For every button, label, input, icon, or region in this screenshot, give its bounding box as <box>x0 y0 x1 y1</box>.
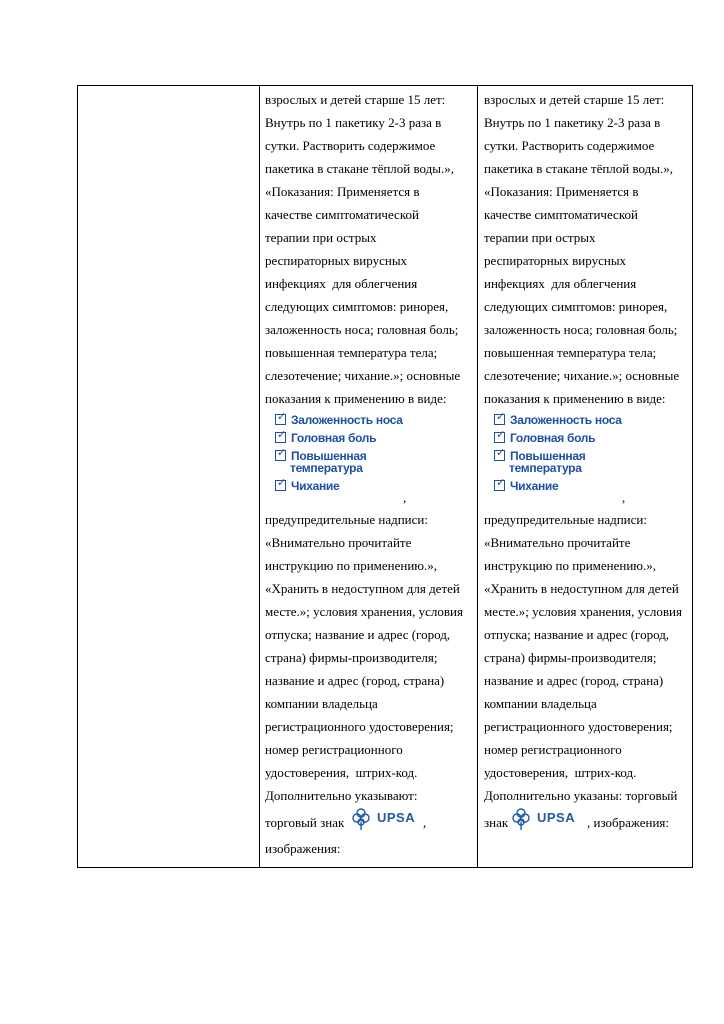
checkbox-icon: ✓ <box>496 447 505 459</box>
text-line: Внутрь по 1 пакетику 2-3 раза в <box>265 115 442 130</box>
text-line: пакетика в стакане тёплой воды.», <box>265 161 455 176</box>
text-line: заложенность носа; головная боль; <box>265 322 459 337</box>
document-table <box>77 85 693 868</box>
checklist-item: ✓ Заложенность носа <box>496 411 622 427</box>
cell-top-text <box>265 88 478 410</box>
checklist-item: ✓ Головная боль <box>496 429 596 445</box>
checklist-item: ✓ Чихание <box>496 477 559 493</box>
text-line: «Показания: Применяется в <box>484 184 639 199</box>
checklist-item: ✓ Повышенная <box>496 447 586 463</box>
checklist-item-continuation: температура <box>509 461 582 475</box>
trademark-line <box>265 807 478 837</box>
text-line: слезотечение; чихание.»; основные <box>265 368 461 383</box>
text-line: компании владельца <box>484 696 597 711</box>
checklist-item: ✓ Повышенная <box>277 447 367 463</box>
checkbox-icon: ✓ <box>277 429 286 441</box>
text-line: респираторных вирусных <box>265 253 408 268</box>
text-line: месте.»; условия хранения, условия <box>484 604 682 619</box>
checkbox-icon: ✓ <box>277 477 286 489</box>
comma: , <box>403 490 407 505</box>
text-line: заложенность носа; головная боль; <box>484 322 678 337</box>
text-line: инфекциях для облегчения <box>484 276 637 291</box>
text-line: качестве симптоматической <box>265 207 419 222</box>
checklist-item: ✓ Заложенность носа <box>277 411 403 427</box>
text-fragment: торговый знак <box>265 815 345 830</box>
text-line: страна) фирмы-производителя; <box>265 650 438 665</box>
text-line: повышенная температура тела; <box>265 345 438 360</box>
text-line: показания к применению в виде: <box>484 391 666 406</box>
cell-bottom-text <box>265 508 478 807</box>
checklist-item-continuation: температура <box>290 461 363 475</box>
upsa-logo <box>351 807 431 831</box>
text-line: «Показания: Применяется в <box>265 184 420 199</box>
text-line: качестве симптоматической <box>484 207 638 222</box>
text-line: взрослых и детей старше 15 лет: <box>265 92 446 107</box>
checklist-item: ✓ Головная боль <box>277 429 377 445</box>
symptom-checklist-image <box>265 410 478 508</box>
text-line: сутки. Растворить содержимое <box>484 138 655 153</box>
text-line: отпуска; название и адрес (город, <box>265 627 451 642</box>
table-cell-proposed <box>259 86 478 867</box>
text-line: инфекциях для облегчения <box>265 276 418 291</box>
text-fragment: , <box>423 815 427 830</box>
trademark-line <box>484 807 694 837</box>
text-line: регистрационного удостоверения; <box>484 719 673 734</box>
logo-brand-text: UPSA <box>537 810 576 825</box>
text-line: терапии при острых <box>484 230 596 245</box>
comma: , <box>622 490 626 505</box>
checkbox-icon: ✓ <box>496 429 505 441</box>
upsa-logo <box>511 807 591 831</box>
text-line: Дополнительно указывают: <box>265 788 418 803</box>
text-fragment: , изображения: <box>587 815 669 830</box>
checkbox-icon: ✓ <box>277 447 286 459</box>
text-line: удостоверения, штрих-код. <box>484 765 637 780</box>
table-cell-approved <box>479 86 694 867</box>
text-line: следующих симптомов: ринорея, <box>265 299 449 314</box>
text-line: «Внимательно прочитайте <box>484 535 631 550</box>
text-line: Дополнительно указаны: торговый <box>484 788 678 803</box>
text-line: удостоверения, штрих-код. <box>265 765 418 780</box>
logo-brand-text: UPSA <box>377 810 416 825</box>
text-line: терапии при острых <box>265 230 377 245</box>
text-line: название и адрес (город, страна) <box>484 673 664 688</box>
text-line: компании владельца <box>265 696 378 711</box>
text-line: регистрационного удостоверения; <box>265 719 454 734</box>
text-line: Внутрь по 1 пакетику 2-3 раза в <box>484 115 661 130</box>
text-line: «Хранить в недоступном для детей <box>265 581 460 596</box>
text-line: название и адрес (город, страна) <box>265 673 445 688</box>
text-line: сутки. Растворить содержимое <box>265 138 436 153</box>
text-line: номер регистрационного <box>484 742 622 757</box>
checklist-item: ✓ Чихание <box>277 477 340 493</box>
text-line: изображения: <box>265 841 341 856</box>
checkbox-icon: ✓ <box>496 477 505 489</box>
text-line: взрослых и детей старше 15 лет: <box>484 92 665 107</box>
text-line: инструкцию по применению.», <box>265 558 438 573</box>
text-line: страна) фирмы-производителя; <box>484 650 657 665</box>
text-line: номер регистрационного <box>265 742 403 757</box>
text-line: предупредительные надписи: <box>265 512 428 527</box>
symptom-checklist-image <box>484 410 694 508</box>
text-line: отпуска; название и адрес (город, <box>484 627 670 642</box>
text-fragment: знак <box>484 815 509 830</box>
text-line: месте.»; условия хранения, условия <box>265 604 463 619</box>
checkbox-icon: ✓ <box>277 411 286 423</box>
text-line: показания к применению в виде: <box>265 391 447 406</box>
text-line: следующих симптомов: ринорея, <box>484 299 668 314</box>
text-line: повышенная температура тела; <box>484 345 657 360</box>
cell-top-text <box>484 88 694 410</box>
text-line: слезотечение; чихание.»; основные <box>484 368 680 383</box>
text-line: инструкцию по применению.», <box>484 558 657 573</box>
checkbox-icon: ✓ <box>496 411 505 423</box>
text-line: «Внимательно прочитайте <box>265 535 412 550</box>
text-line: «Хранить в недоступном для детей <box>484 581 679 596</box>
cell-bottom-text <box>484 508 694 807</box>
text-line: пакетика в стакане тёплой воды.», <box>484 161 674 176</box>
text-line: респираторных вирусных <box>484 253 627 268</box>
text-line: предупредительные надписи: <box>484 512 647 527</box>
